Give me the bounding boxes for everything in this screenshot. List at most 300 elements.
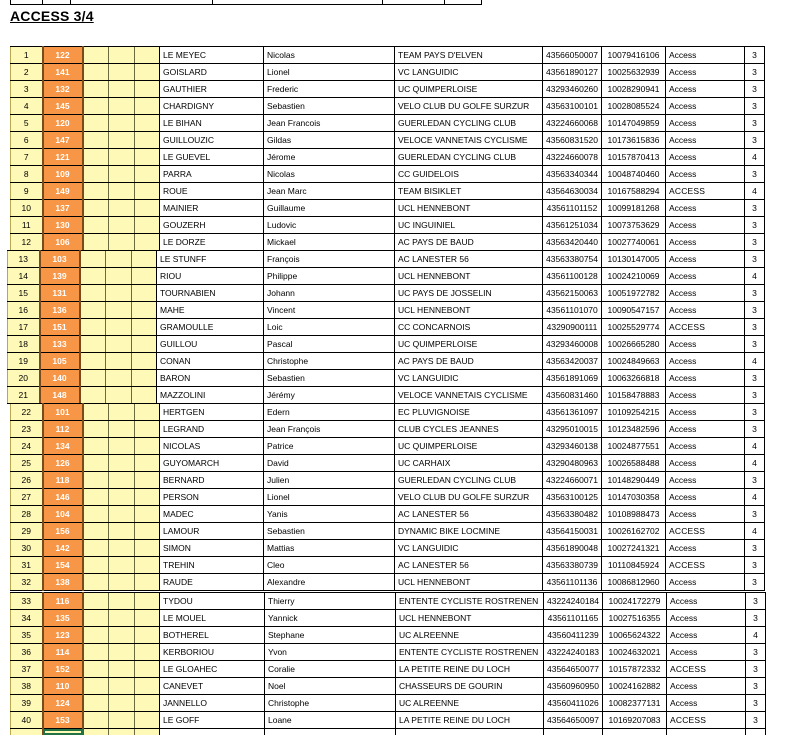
category-cell[interactable]: Access (666, 353, 745, 370)
first-name-cell[interactable]: Sebastien (264, 98, 395, 115)
row-number-cell[interactable]: 2 (11, 64, 43, 81)
blank-cell-1-cell[interactable] (83, 574, 109, 591)
uci-id-cell[interactable]: 10167588294 (602, 183, 666, 200)
uci-id-cell[interactable]: 10090547157 (602, 302, 666, 319)
bib-number-cell[interactable]: 145 (43, 98, 83, 115)
club-code-cell[interactable]: 43564650097 (544, 712, 603, 729)
bib-number-cell[interactable]: 137 (43, 200, 83, 217)
bib-number-cell[interactable]: 116 (43, 593, 83, 610)
club-name-cell[interactable]: UC QUIMPERLOISE (395, 81, 543, 98)
club-name-cell[interactable]: TEAM BISIKLET (395, 183, 543, 200)
last-name-cell[interactable]: PERSON (160, 489, 264, 506)
level-cell[interactable]: 3 (745, 115, 765, 132)
row-number-cell[interactable]: 19 (8, 353, 40, 370)
first-name-cell[interactable]: Julien (264, 472, 395, 489)
bib-number-cell[interactable]: 120 (43, 115, 83, 132)
blank-cell-2-cell[interactable] (106, 268, 132, 285)
blank-cell-1-cell[interactable] (83, 472, 109, 489)
uci-id-cell[interactable]: 10027241321 (602, 540, 666, 557)
level-cell[interactable]: 4 (745, 489, 765, 506)
club-code-cell[interactable]: 43563100125 (543, 489, 602, 506)
blank-cell-2-cell[interactable] (109, 132, 135, 149)
uci-id-cell[interactable]: 10028290941 (602, 81, 666, 98)
club-name-cell[interactable]: CC GUIDELOIS (395, 166, 543, 183)
blank-cell-3-cell[interactable] (135, 81, 160, 98)
bib-number-cell[interactable]: 130 (43, 217, 83, 234)
blank-cell-1-cell[interactable] (83, 627, 109, 644)
first-name-cell[interactable]: Jean Marc (264, 183, 395, 200)
level-cell[interactable]: 3 (745, 387, 765, 404)
club-name-cell[interactable]: AC LANESTER 56 (395, 506, 543, 523)
row-number-cell[interactable]: 29 (11, 523, 43, 540)
level-cell[interactable]: 3 (745, 472, 765, 489)
club-name-cell[interactable]: VELOCE VANNETAIS CYCLISME (395, 132, 543, 149)
level-cell[interactable]: 3 (745, 574, 765, 591)
first-name-cell[interactable]: Mickael (264, 234, 395, 251)
last-name-cell[interactable]: MADEC (160, 506, 264, 523)
blank-cell-1-cell[interactable] (83, 98, 109, 115)
last-name-cell[interactable]: ROUE (160, 183, 264, 200)
row-number-cell[interactable]: 22 (11, 404, 43, 421)
uci-id-cell[interactable]: 10123482596 (602, 421, 666, 438)
first-name-cell[interactable]: Alexandre (264, 574, 395, 591)
club-code-cell[interactable]: 43560411239 (544, 627, 603, 644)
row-number-cell[interactable]: 39 (11, 695, 43, 712)
level-cell[interactable]: 4 (745, 149, 765, 166)
level-cell[interactable]: 3 (745, 217, 765, 234)
category-cell[interactable]: Access (666, 47, 745, 64)
uci-id-cell[interactable]: 10079416106 (602, 47, 666, 64)
blank-cell-2-cell[interactable] (109, 627, 135, 644)
club-name-cell[interactable]: GUERLEDAN CYCLING CLUB (395, 149, 543, 166)
club-code-cell[interactable]: 43561100128 (543, 268, 602, 285)
bib-number-cell[interactable]: 146 (43, 489, 83, 506)
category-cell[interactable]: Access (666, 302, 745, 319)
category-cell[interactable]: Access (666, 251, 745, 268)
blank-cell-2-cell[interactable] (109, 523, 135, 540)
club-name-cell[interactable]: DYNAMIC BIKE LOCMINE (395, 523, 543, 540)
last-name-cell[interactable]: KERBORIOU (160, 644, 265, 661)
blank-cell-2-cell[interactable] (106, 387, 132, 404)
row-number-cell[interactable]: 4 (11, 98, 43, 115)
bib-number-cell[interactable]: 109 (43, 166, 83, 183)
club-name-cell[interactable]: UCL HENNEBONT (395, 268, 543, 285)
category-cell[interactable]: Access (667, 593, 746, 610)
blank-cell-3-cell[interactable] (132, 336, 157, 353)
blank-cell-2-cell[interactable] (109, 540, 135, 557)
first-name-cell[interactable]: Lionel (264, 64, 395, 81)
blank-cell-1-cell[interactable] (83, 644, 109, 661)
blank-cell-2-cell[interactable] (109, 217, 135, 234)
first-name-cell[interactable]: Pascal (264, 336, 395, 353)
first-name-cell[interactable]: Lionel (264, 489, 395, 506)
category-cell[interactable]: ACCESS (666, 183, 745, 200)
bib-number-cell[interactable]: 126 (43, 455, 83, 472)
last-name-cell[interactable]: LE DORZE (160, 234, 264, 251)
row-number-cell[interactable]: 14 (8, 268, 40, 285)
blank-cell-1-cell[interactable] (80, 285, 106, 302)
last-name-cell[interactable]: GOUZERH (160, 217, 264, 234)
first-name-cell[interactable]: Sebastien (264, 523, 395, 540)
level-cell[interactable]: 3 (745, 81, 765, 98)
uci-id-cell[interactable]: 10109254215 (602, 404, 666, 421)
first-name-cell[interactable]: Sebastien (264, 370, 395, 387)
row-number-cell[interactable]: 24 (11, 438, 43, 455)
level-cell[interactable]: 4 (745, 523, 765, 540)
category-cell[interactable]: Access (666, 81, 745, 98)
first-name-cell[interactable]: Jean Francois (264, 115, 395, 132)
blank-cell-3-cell[interactable] (135, 472, 160, 489)
first-name-cell[interactable]: Coralie (265, 661, 396, 678)
club-name-cell[interactable]: VC LANGUIDIC (395, 370, 543, 387)
row-number-cell[interactable]: 17 (8, 319, 40, 336)
uci-id-cell[interactable]: 10082377131 (603, 695, 667, 712)
level-cell[interactable]: 3 (745, 251, 765, 268)
bib-number-cell[interactable]: 152 (43, 661, 83, 678)
bib-number-cell[interactable]: 151 (40, 319, 80, 336)
blank-cell-2-cell[interactable] (109, 678, 135, 695)
club-name-cell[interactable]: VC LANGUIDIC (395, 64, 543, 81)
blank-cell-3-cell[interactable] (135, 644, 160, 661)
last-name-cell[interactable]: GUILLOUZIC (160, 132, 264, 149)
uci-id-cell[interactable]: 10028085524 (602, 98, 666, 115)
bib-number-cell[interactable]: 148 (40, 387, 80, 404)
blank-cell-3-cell[interactable] (135, 98, 160, 115)
blank-cell-2-cell[interactable] (109, 47, 135, 64)
blank-cell-3-cell[interactable] (132, 302, 157, 319)
last-name-cell[interactable]: CANEVET (160, 678, 265, 695)
blank-cell-1-cell[interactable] (80, 387, 106, 404)
category-cell[interactable]: Access (666, 404, 745, 421)
last-name-cell[interactable]: BERNARD (160, 472, 264, 489)
level-cell[interactable]: 4 (745, 268, 765, 285)
club-code-cell[interactable]: 43293460260 (543, 81, 602, 98)
row-number-cell[interactable]: 34 (11, 610, 43, 627)
last-name-cell[interactable]: HERTGEN (160, 404, 264, 421)
blank-cell-3-cell[interactable] (135, 115, 160, 132)
blank-cell-1-cell[interactable] (83, 678, 109, 695)
club-name-cell[interactable]: GUERLEDAN CYCLING CLUB (395, 472, 543, 489)
row-number-cell[interactable]: 20 (8, 370, 40, 387)
uci-id-cell[interactable]: 10110845924 (602, 557, 666, 574)
blank-cell-1-cell[interactable] (83, 489, 109, 506)
bib-number-cell[interactable]: 123 (43, 627, 83, 644)
club-name-cell[interactable]: UCL HENNEBONT (395, 200, 543, 217)
blank-cell-1-cell[interactable] (83, 593, 109, 610)
blank-cell-2-cell[interactable] (109, 489, 135, 506)
level-cell[interactable]: 3 (745, 336, 765, 353)
category-cell[interactable]: Access (667, 627, 746, 644)
last-name-cell[interactable]: LEGRAND (160, 421, 264, 438)
uci-id-cell[interactable]: 10024162882 (603, 678, 667, 695)
blank-cell-2-cell[interactable] (106, 285, 132, 302)
club-code-cell[interactable] (544, 729, 603, 736)
blank-cell-3-cell[interactable] (132, 353, 157, 370)
last-name-cell[interactable]: GRAMOULLE (157, 319, 264, 336)
category-cell[interactable]: Access (667, 644, 746, 661)
first-name-cell[interactable]: Patrice (264, 438, 395, 455)
club-name-cell[interactable]: CLUB CYCLES JEANNES (395, 421, 543, 438)
category-cell[interactable]: Access (666, 98, 745, 115)
first-name-cell[interactable]: Nicolas (264, 47, 395, 64)
blank-cell-2-cell[interactable] (109, 200, 135, 217)
row-number-cell[interactable]: 10 (11, 200, 43, 217)
blank-cell-2-cell[interactable] (109, 455, 135, 472)
first-name-cell[interactable]: Yanis (264, 506, 395, 523)
last-name-cell[interactable]: NICOLAS (160, 438, 264, 455)
blank-cell-1-cell[interactable] (83, 523, 109, 540)
last-name-cell[interactable]: LE BIHAN (160, 115, 264, 132)
row-number-cell[interactable]: 31 (11, 557, 43, 574)
blank-cell-3-cell[interactable] (135, 557, 160, 574)
blank-cell-3-cell[interactable] (132, 285, 157, 302)
uci-id-cell[interactable]: 10025632939 (602, 64, 666, 81)
uci-id-cell[interactable]: 10073753629 (602, 217, 666, 234)
uci-id-cell[interactable]: 10147030358 (602, 489, 666, 506)
blank-cell-1-cell[interactable] (83, 217, 109, 234)
club-name-cell[interactable]: TEAM PAYS D'ELVEN (395, 47, 543, 64)
blank-cell-1-cell[interactable] (83, 506, 109, 523)
row-number-cell[interactable]: 28 (11, 506, 43, 523)
blank-cell-2-cell[interactable] (109, 234, 135, 251)
blank-cell-3-cell[interactable] (135, 234, 160, 251)
row-number-cell[interactable]: 6 (11, 132, 43, 149)
bib-number-cell[interactable]: 153 (43, 712, 83, 729)
club-code-cell[interactable]: 43566050007 (543, 47, 602, 64)
blank-cell-3-cell[interactable] (132, 370, 157, 387)
bib-number-cell[interactable]: 149 (43, 183, 83, 200)
blank-cell-2-cell[interactable] (109, 81, 135, 98)
category-cell[interactable]: ACCESS (666, 557, 745, 574)
uci-id-cell[interactable]: 10048740460 (602, 166, 666, 183)
first-name-cell[interactable]: Philippe (264, 268, 395, 285)
blank-cell-2-cell[interactable] (109, 729, 135, 736)
blank-cell-1-cell[interactable] (83, 610, 109, 627)
row-number-cell[interactable]: 25 (11, 455, 43, 472)
row-number-cell[interactable]: 16 (8, 302, 40, 319)
club-code-cell[interactable]: 43563380482 (543, 506, 602, 523)
first-name-cell[interactable]: Jérome (264, 149, 395, 166)
blank-cell-1-cell[interactable] (83, 729, 109, 736)
category-cell[interactable]: Access (666, 336, 745, 353)
row-number-cell[interactable]: 5 (11, 115, 43, 132)
row-number-cell[interactable]: 32 (11, 574, 43, 591)
last-name-cell[interactable]: TREHIN (160, 557, 264, 574)
club-code-cell[interactable]: 43561891069 (543, 370, 602, 387)
row-number-cell[interactable] (11, 729, 43, 736)
row-number-cell[interactable]: 18 (8, 336, 40, 353)
club-code-cell[interactable]: 43563420037 (543, 353, 602, 370)
club-code-cell[interactable]: 43563100101 (543, 98, 602, 115)
last-name-cell[interactable]: RAUDE (160, 574, 264, 591)
last-name-cell[interactable]: CONAN (157, 353, 264, 370)
uci-id-cell[interactable]: 10148290449 (602, 472, 666, 489)
bib-number-cell[interactable] (43, 729, 83, 736)
bib-number-cell[interactable]: 103 (40, 251, 80, 268)
blank-cell-2-cell[interactable] (109, 661, 135, 678)
row-number-cell[interactable]: 9 (11, 183, 43, 200)
club-code-cell[interactable]: 43563380754 (543, 251, 602, 268)
club-name-cell[interactable] (396, 729, 544, 736)
uci-id-cell[interactable]: 10099181268 (602, 200, 666, 217)
level-cell[interactable]: 3 (745, 200, 765, 217)
last-name-cell[interactable]: LE STUNFF (157, 251, 264, 268)
blank-cell-2-cell[interactable] (109, 64, 135, 81)
club-name-cell[interactable]: AC LANESTER 56 (395, 251, 543, 268)
category-cell[interactable]: Access (667, 610, 746, 627)
blank-cell-1-cell[interactable] (83, 712, 109, 729)
level-cell[interactable]: 3 (746, 678, 766, 695)
bib-number-cell[interactable]: 135 (43, 610, 83, 627)
category-cell[interactable]: Access (666, 370, 745, 387)
club-name-cell[interactable]: ENTENTE CYCLISTE ROSTRENEN (396, 644, 544, 661)
blank-cell-3-cell[interactable] (135, 183, 160, 200)
uci-id-cell[interactable]: 10147049859 (602, 115, 666, 132)
blank-cell-3-cell[interactable] (135, 489, 160, 506)
blank-cell-3-cell[interactable] (135, 455, 160, 472)
club-code-cell[interactable]: 43224660071 (543, 472, 602, 489)
level-cell[interactable]: 3 (746, 661, 766, 678)
first-name-cell[interactable]: Nicolas (264, 166, 395, 183)
first-name-cell[interactable]: Frederic (264, 81, 395, 98)
club-name-cell[interactable]: UC QUIMPERLOISE (395, 438, 543, 455)
last-name-cell[interactable]: LE GOFF (160, 712, 265, 729)
blank-cell-2-cell[interactable] (109, 404, 135, 421)
blank-cell-1-cell[interactable] (83, 183, 109, 200)
first-name-cell[interactable]: Christophe (265, 695, 396, 712)
blank-cell-2-cell[interactable] (109, 712, 135, 729)
blank-cell-3-cell[interactable] (135, 217, 160, 234)
level-cell[interactable] (746, 729, 766, 736)
category-cell[interactable]: Access (667, 678, 746, 695)
club-name-cell[interactable]: UC INGUINIEL (395, 217, 543, 234)
club-name-cell[interactable]: LA PETITE REINE DU LOCH (396, 661, 544, 678)
uci-id-cell[interactable] (603, 729, 667, 736)
blank-cell-3-cell[interactable] (135, 574, 160, 591)
category-cell[interactable]: Access (666, 149, 745, 166)
blank-cell-2-cell[interactable] (109, 593, 135, 610)
last-name-cell[interactable]: CHARDIGNY (160, 98, 264, 115)
last-name-cell[interactable]: RIOU (157, 268, 264, 285)
uci-id-cell[interactable]: 10026588488 (602, 455, 666, 472)
blank-cell-2-cell[interactable] (106, 251, 132, 268)
club-code-cell[interactable]: 43560960950 (544, 678, 603, 695)
level-cell[interactable]: 3 (745, 132, 765, 149)
club-code-cell[interactable]: 43563420440 (543, 234, 602, 251)
club-code-cell[interactable]: 43295010015 (543, 421, 602, 438)
club-name-cell[interactable]: GUERLEDAN CYCLING CLUB (395, 115, 543, 132)
club-code-cell[interactable]: 43224660078 (543, 149, 602, 166)
blank-cell-1-cell[interactable] (83, 64, 109, 81)
blank-cell-3-cell[interactable] (132, 268, 157, 285)
first-name-cell[interactable] (265, 729, 396, 736)
blank-cell-1-cell[interactable] (80, 302, 106, 319)
row-number-cell[interactable]: 26 (11, 472, 43, 489)
last-name-cell[interactable]: SIMON (160, 540, 264, 557)
row-number-cell[interactable]: 23 (11, 421, 43, 438)
club-code-cell[interactable]: 43561101070 (543, 302, 602, 319)
bib-number-cell[interactable]: 134 (43, 438, 83, 455)
last-name-cell[interactable]: GOISLARD (160, 64, 264, 81)
bib-number-cell[interactable]: 121 (43, 149, 83, 166)
level-cell[interactable]: 3 (745, 370, 765, 387)
first-name-cell[interactable]: Johann (264, 285, 395, 302)
uci-id-cell[interactable]: 10158478883 (602, 387, 666, 404)
first-name-cell[interactable]: Jean François (264, 421, 395, 438)
club-name-cell[interactable]: UCL HENNEBONT (395, 302, 543, 319)
level-cell[interactable]: 3 (745, 47, 765, 64)
blank-cell-1-cell[interactable] (83, 421, 109, 438)
uci-id-cell[interactable]: 10086812960 (602, 574, 666, 591)
blank-cell-3-cell[interactable] (135, 523, 160, 540)
last-name-cell[interactable]: MAINIER (160, 200, 264, 217)
bib-number-cell[interactable]: 139 (40, 268, 80, 285)
club-code-cell[interactable]: 43563340344 (543, 166, 602, 183)
bib-number-cell[interactable]: 124 (43, 695, 83, 712)
last-name-cell[interactable]: LE MOUEL (160, 610, 265, 627)
blank-cell-1-cell[interactable] (83, 200, 109, 217)
row-number-cell[interactable]: 36 (11, 644, 43, 661)
bib-number-cell[interactable]: 105 (40, 353, 80, 370)
category-cell[interactable]: Access (666, 234, 745, 251)
first-name-cell[interactable]: Jérémy (264, 387, 395, 404)
category-cell[interactable]: Access (666, 472, 745, 489)
club-name-cell[interactable]: LA PETITE REINE DU LOCH (396, 712, 544, 729)
uci-id-cell[interactable]: 10027516355 (603, 610, 667, 627)
level-cell[interactable]: 3 (745, 64, 765, 81)
row-number-cell[interactable]: 15 (8, 285, 40, 302)
uci-id-cell[interactable]: 10108988473 (602, 506, 666, 523)
level-cell[interactable]: 3 (746, 712, 766, 729)
bib-number-cell[interactable]: 154 (43, 557, 83, 574)
club-code-cell[interactable]: 43290480963 (543, 455, 602, 472)
last-name-cell[interactable]: GAUTHIER (160, 81, 264, 98)
category-cell[interactable]: ACCESS (666, 319, 745, 336)
row-number-cell[interactable]: 3 (11, 81, 43, 98)
blank-cell-2-cell[interactable] (109, 166, 135, 183)
first-name-cell[interactable]: Thierry (265, 593, 396, 610)
level-cell[interactable]: 3 (745, 285, 765, 302)
uci-id-cell[interactable]: 10024210069 (602, 268, 666, 285)
club-code-cell[interactable]: 43560831460 (543, 387, 602, 404)
category-cell[interactable]: Access (666, 438, 745, 455)
uci-id-cell[interactable]: 10051972782 (602, 285, 666, 302)
last-name-cell[interactable]: TYDOU (160, 593, 265, 610)
row-number-cell[interactable]: 13 (8, 251, 40, 268)
row-number-cell[interactable]: 37 (11, 661, 43, 678)
level-cell[interactable]: 4 (746, 627, 766, 644)
category-cell[interactable]: Access (666, 574, 745, 591)
uci-id-cell[interactable]: 10173615836 (602, 132, 666, 149)
first-name-cell[interactable]: Vincent (264, 302, 395, 319)
last-name-cell[interactable]: BARON (157, 370, 264, 387)
club-code-cell[interactable]: 43293460138 (543, 438, 602, 455)
uci-id-cell[interactable]: 10024172279 (603, 593, 667, 610)
club-code-cell[interactable]: 43560831520 (543, 132, 602, 149)
blank-cell-1-cell[interactable] (80, 370, 106, 387)
uci-id-cell[interactable]: 10065624322 (603, 627, 667, 644)
blank-cell-3-cell[interactable] (135, 47, 160, 64)
blank-cell-2-cell[interactable] (106, 302, 132, 319)
blank-cell-3-cell[interactable] (135, 200, 160, 217)
first-name-cell[interactable]: Yvon (265, 644, 396, 661)
last-name-cell[interactable]: LE GUEVEL (160, 149, 264, 166)
club-code-cell[interactable]: 43564150031 (543, 523, 602, 540)
blank-cell-2-cell[interactable] (109, 183, 135, 200)
level-cell[interactable]: 3 (745, 404, 765, 421)
last-name-cell[interactable]: LE MEYEC (160, 47, 264, 64)
blank-cell-2-cell[interactable] (109, 438, 135, 455)
